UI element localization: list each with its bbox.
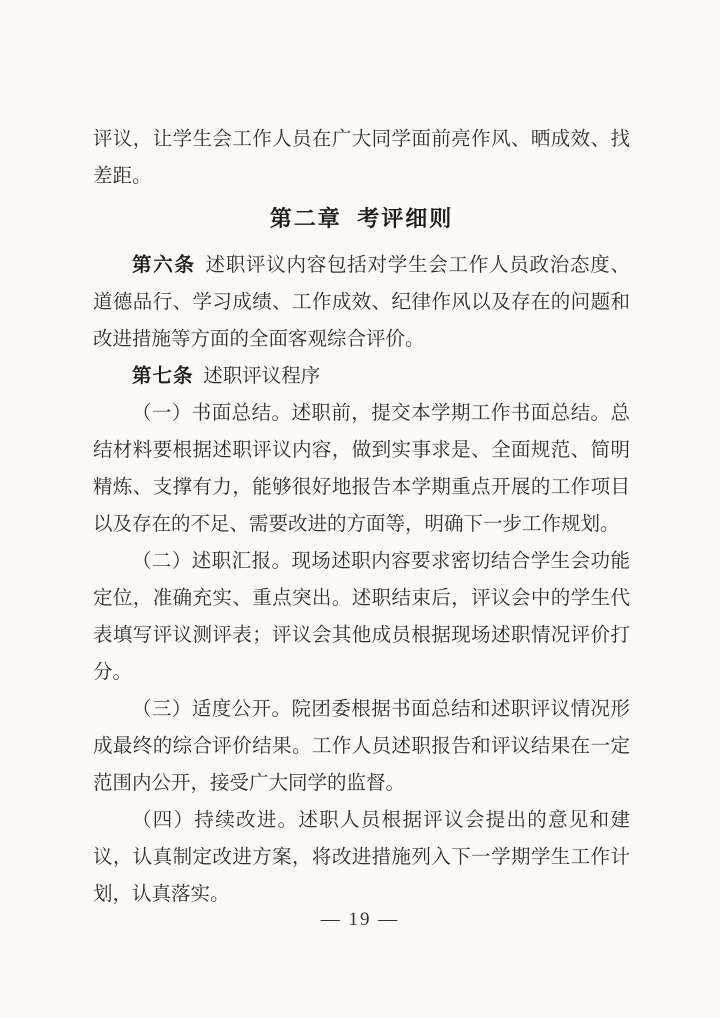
article-6-label: 第六条 (132, 254, 196, 276)
article-7-paragraph (93, 358, 630, 395)
page-number: — 19 — (320, 909, 400, 930)
intro-paragraph: 评议，让学生会工作人员在广大同学面前亮作风、晒成效、找差距。 (93, 129, 630, 187)
article-6-paragraph (93, 247, 630, 358)
procedure-item-2: （二）述职汇报。现场述职内容要求密切结合学生会功能定位，准确充实、重点突出。述职结束后，评议会中的学生代表填写评议测评表；评议会其他成员根据现场述职情况评价打分。 (93, 551, 630, 683)
article-7-label: 第七条 (132, 365, 194, 387)
procedure-item-4: （四）持续改进。述职人员根据评议会提出的意见和建议，认真制定改进方案，将改进措施列入下一学期学生工作计划，认真落实。 (93, 810, 630, 905)
chapter-number: 第二章 (269, 206, 342, 231)
procedure-item-3: （三）适度公开。院团委根据书面总结和述职评议情况形成最终的综合评价结果。工作人员述职报告和评议结果在一定范围内公开，接受广大同学的监督。 (93, 699, 630, 794)
chapter-heading (93, 202, 630, 236)
chapter-title: 考评细则 (357, 206, 454, 231)
procedure-item-1: （一）书面总结。述职前，提交本学期工作书面总结。总结材料要根据述职评议内容，做到实事求是、全面规范、简明精炼、支撑有力，能够很好地报告本学期重点开展的工作项目以及存在的不足、需要改进的方面等，明确下一步工作规划。 (93, 403, 630, 535)
page-content (93, 121, 630, 913)
article-7-text: 述职评议程序 (203, 366, 321, 387)
article-6-text: 述职评议内容包括对学生会工作人员政治态度、道德品行、学习成绩、工作成效、纪律作风以及存在的问题和改进措施等方面的全面客观综合评价。 (93, 255, 630, 350)
